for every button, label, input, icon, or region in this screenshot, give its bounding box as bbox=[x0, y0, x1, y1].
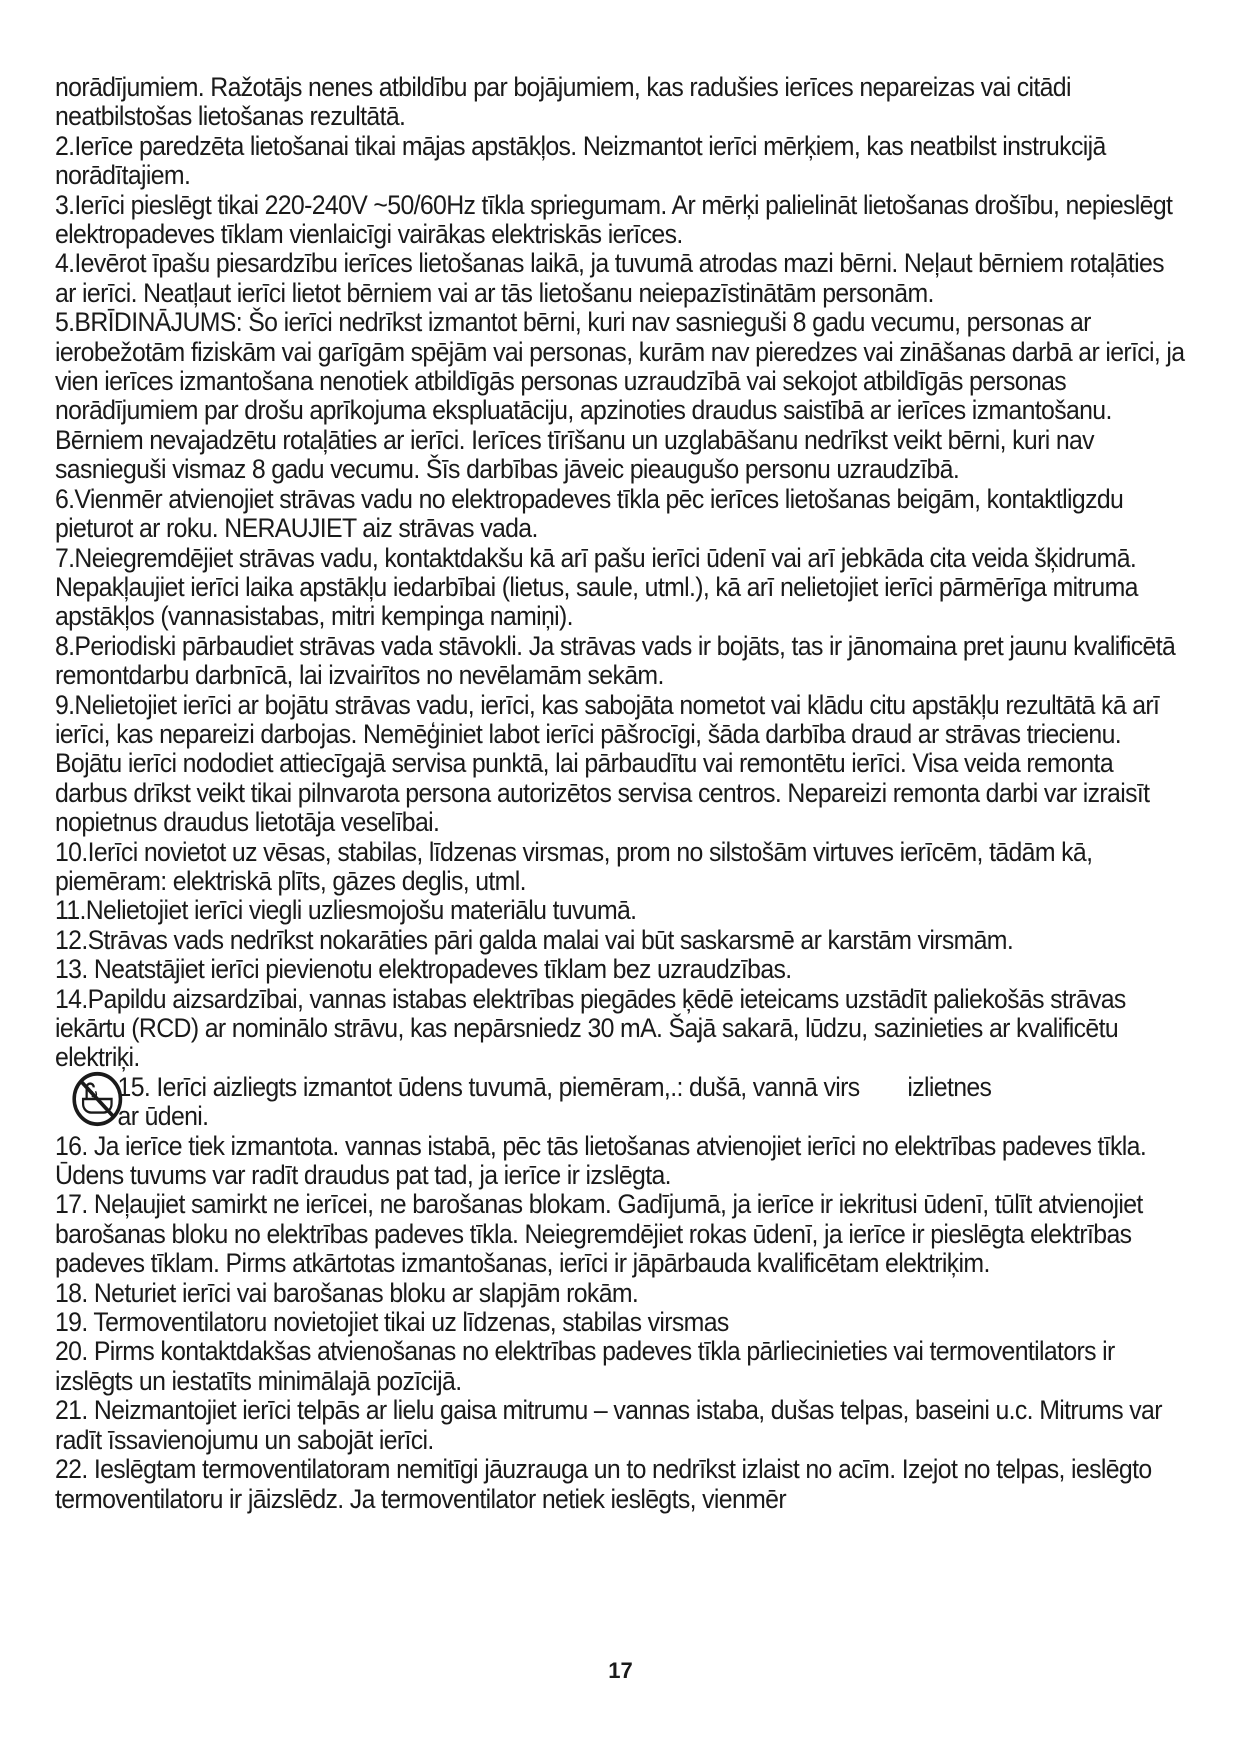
paragraph-item-6: 6.Vienmēr atvienojiet strāvas vadu no elektropadeves tīkla pēc ierīces lietošanas beigām, kontaktligzdu pieturot ar roku. NERAUJIET aiz strāvas vada. bbox=[55, 483, 1124, 544]
paragraph-item-2: 2.Ierīce paredzēta lietošanai tikai mājas apstākļos. Neizmantot ierīci mērķiem, kas neatbilst instrukcijā norādītajiem. bbox=[55, 130, 1106, 191]
paragraph-item-18: 18. Neturiet ierīci vai barošanas bloku ar slapjām rokām. bbox=[55, 1277, 639, 1308]
paragraph-item-14: 14.Papildu aizsardzībai, vannas istabas elektrības piegādes ķēdē ieteicams uzstādīt paliekošās strāvas iekārtu (RCD) ar nominālo strāvu, kas nepārsniedz 30 mA. Šajā sakarā, lūdzu, sazinieties ar kvalificētu elektriķi. bbox=[55, 983, 1126, 1073]
paragraph-item-4: 4.Ievērot īpašu piesardzību ierīces lietošanas laikā, ja tuvumā atrodas mazi bērni. Neļaut bērniem rotaļāties ar ierīci. Neatļaut ierīci lietot bērniem vai ar tās lietošanu neiepazīstinātām personām. bbox=[55, 248, 1164, 308]
paragraph-item-21: 21. Neizmantojiet ierīci telpās ar lielu gaisa mitrumu – vannas istaba, dušas telpas, baseini u.c. Mitrums var radīt īssavienojumu un sabojāt ierīci. bbox=[55, 1395, 1162, 1455]
paragraph-item-7: 7.Neiegremdējiet strāvas vadu, kontaktdakšu kā arī pašu ierīci ūdenī vai arī jebkāda cita veida šķidrumā. Nepakļaujiet ierīci laika apstākļu iedarbībai (lietus, saule, utml.), kā arī nelietojiet ierīci pārmērīga mitruma apstākļos (vannasistabas, mitri kempinga namiņi). bbox=[55, 542, 1138, 632]
paragraph-item-15-warning bbox=[55, 1073, 1190, 1132]
paragraph-item-19: 19. Termoventilatoru novietojiet tikai uz līdzenas, stabilas virsmas bbox=[55, 1307, 729, 1338]
paragraph-item-8: 8.Periodiski pārbaudiet strāvas vada stāvokli. Ja strāvas vads ir bojāts, tas ir jānomaina pret jaunu kvalificētā remontdarbu darbnīcā, lai izvairītos no nevēlamām sekām. bbox=[55, 630, 1176, 691]
paragraph-item-9: 9.Nelietojiet ierīci ar bojātu strāvas vadu, ierīci, kas sabojāta nometot vai klādu citu apstākļu rezultātā kā arī ierīci, kas nepareizi darbojas. Nemēģiniet labot ierīci pāšrocīgi, šāda darbība draud ar strāvas triecienu. Bojātu ierīci nododiet attiecīgajā servisa punktā, lai pārbaudītu vai remontētu ierīci. Visa veida remonta darbus drīkst veikt tikai pilnvarota persona autorizētos servisa centros. Nepareizi remonta darbi var izraisīt nopietnus draudus lietotāja veselībai. bbox=[55, 689, 1160, 838]
document-body bbox=[55, 73, 1190, 1514]
paragraph-item-17: 17. Neļaujiet samirkt ne ierīcei, ne barošanas blokam. Gadījumā, ja ierīce ir iekritusi ūdenī, tūlīt atvienojiet barošanas bloku no elektrības padeves tīkla. Neiegremdējiet rokas ūdenī, ja ierīce ir pieslēgta elektrības bbox=[55, 1189, 1143, 1249]
paragraph-item-16: 16. Ja ierīce tiek izmantota. vannas istabā, pēc tās lietošanas atvienojiet ierīci no elektrības padeves tīkla. Ūdens tuvums var radīt draudus pat tad, ja ierīce ir izslēgta. bbox=[55, 1130, 1147, 1191]
paragraph-item-5: 5.BRĪDINĀJUMS: Šo ierīci nedrīkst izmantot bērni, kuri nav sasnieguši 8 gadu vecumu, personas ar ierobežotām fiziskām vai garīgām spējām vai personas, kurām nav pieredzes vai zināšanas darbā ar ierīci, ja vien ierīces izmantošana nenotiek atbildīgās personas uzraudzībā vai sekojot atbildīgās personas norādījumiem par drošu aprīkojuma ekspluatāciju, apzinoties draudus saistībā ar ierīces izmantošanu. Bērniem nevajadzētu rotaļāties ar ierīci. Ierīces tīrīšanu un uzglabāšanu nedrīkst veikt bērni, kuri nav sasnieguši vismaz 8 gadu vecumu. Šīs darbības jāveic pieaugušo personu uzraudzībā. bbox=[55, 307, 1185, 485]
paragraph-item-11: 11.Nelietojiet ierīci viegli uzliesmojošu materiālu tuvumā. bbox=[55, 895, 637, 926]
paragraph-item-3: 3.Ierīci pieslēgt tikai 220-240V ~50/60Hz tīkla spriegumam. Ar mērķi palielināt lietošanas drošību, nepieslēgt elektropadeves tīklam vienlaicīgi vairākas elektriskās ierīces. bbox=[55, 189, 1173, 250]
paragraph-item-12: 12.Strāvas vads nedrīkst nokarāties pāri galda malai vai būt saskarsmē ar karstām virsmām. bbox=[55, 924, 1014, 955]
paragraph-continuation: norādījumiem. Ražotājs nenes atbildību par bojājumiem, kas radušies ierīces nepareizas vai citādi neatbilstošas lietošanas rezultātā. bbox=[55, 72, 1071, 132]
paragraph-item-22: 22. Ieslēgtam termoventilatoram nemitīgi jāuzrauga un to nedrīkst izlaist no acīm. Izejot no telpas, ieslēgto termoventilatoru ir jāizslēdz. Ja termoventilator netiek ieslēgts, vienmēr bbox=[55, 1454, 1152, 1514]
warning-text-part2: izlietnes bbox=[907, 1071, 992, 1102]
paragraph-item-13: 13. Neatstājiet ierīci pievienotu elektropadeves tīklam bez uzraudzības. bbox=[55, 954, 792, 985]
no-bath-water-icon bbox=[71, 1070, 124, 1128]
paragraph-item-20: 20. Pirms kontaktdakšas atvienošanas no elektrības padeves tīkla pārliecinieties vai termoventilators ir izslēgts un iestatīts minimālajā pozīcijā. bbox=[55, 1336, 1115, 1396]
page-number: 17 bbox=[608, 1658, 633, 1683]
paragraph-item-10: 10.Ierīci novietot uz vēsas, stabilas, līdzenas virsmas, prom no silstošām virtuves ierīcēm, tādām kā, piemēram: elektriskā plīts, gāzes deglis, utml. bbox=[55, 836, 1093, 896]
warning-text-part1: 15. Ierīci aizliegts izmantot ūdens tuvumā, piemēram,.: dušā, vannā virs bbox=[117, 1071, 860, 1102]
warning-text-part3: ar ūdeni. bbox=[117, 1101, 209, 1132]
paragraph-item-17-continued: padeves tīklam. Pirms atkārtotas izmantošanas, ierīci ir jāpārbauda kvalificētam elektriķim. bbox=[55, 1248, 990, 1279]
